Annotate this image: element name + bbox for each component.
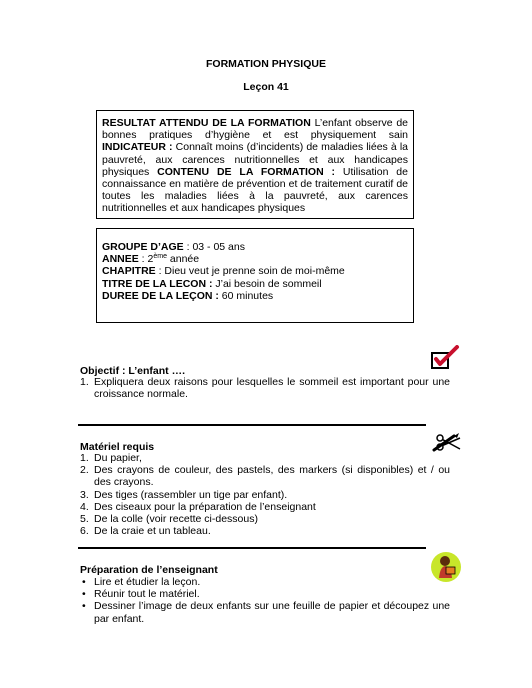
item-number: 3. [80, 488, 89, 501]
preparation-list [80, 576, 450, 625]
lesson-number: Leçon 41 [243, 81, 289, 93]
list-item [80, 588, 450, 600]
bullet-icon: • [82, 576, 86, 588]
list-item [80, 464, 450, 488]
item-number: 6. [80, 525, 89, 538]
objective-list [80, 376, 450, 400]
item-number: 2. [80, 464, 89, 477]
chapter-label: CHAPITRE [102, 265, 156, 278]
lesson-info-text [102, 241, 408, 302]
item-number: 1. [80, 452, 89, 464]
item-text: Lire et étudier la leçon. [94, 576, 201, 588]
page-title: FORMATION PHYSIQUE [206, 58, 326, 70]
lesson-info-box [96, 228, 414, 323]
indicator-label: INDICATEUR : [102, 141, 173, 154]
materials-heading: Matériel requis [80, 441, 155, 453]
item-number: 5. [80, 513, 89, 526]
objectives-text [102, 117, 408, 215]
age-group-line [102, 241, 408, 253]
item-text: Dessiner l’image de deux enfants sur une feuille de papier et découpez une par enfant. [94, 600, 450, 625]
item-text: Réunir tout le matériel. [94, 588, 200, 601]
item-number: 1. [80, 376, 89, 388]
indicator-text: Connaît moins (d’incidents) de maladies liées à la pauvreté, aux carences nutritionnelles et aux handicapes physiques [102, 141, 408, 178]
lesson-title-line [102, 278, 408, 290]
year-label: ANNEE [102, 253, 139, 266]
duration-line [102, 290, 408, 302]
bullet-icon: • [82, 588, 86, 601]
chapter-value: : Dieu veut je prenne soin de moi-même [155, 265, 345, 278]
result-label: RESULTAT ATTENDU DE LA FORMATION [102, 117, 311, 129]
item-text: Des ciseaux pour la préparation de l’enseignant [94, 500, 316, 513]
year-superscript: ème [153, 253, 167, 261]
materials-list [80, 452, 450, 537]
item-text: Des crayons de couleur, des pastels, des markers (si disponibles) et / ou des crayons. [94, 464, 450, 489]
chapter-line [102, 265, 408, 277]
year-suffix: année [166, 253, 200, 266]
list-item [80, 600, 450, 624]
checkbox-check-icon [430, 345, 460, 374]
item-text: De la craie et un tableau. [94, 525, 211, 538]
year-prefix: : 2 [138, 253, 154, 266]
age-group-label: GROUPE D’AGE [102, 241, 184, 253]
item-number: 4. [80, 500, 89, 513]
lesson-title-label: TITRE DE LA LECON : [102, 277, 213, 290]
age-group-value: : 03 - 05 ans [183, 241, 245, 253]
item-text: Du papier, [94, 452, 142, 464]
objective-heading: Objectif : L’enfant …. [80, 365, 186, 377]
section-divider [78, 547, 426, 549]
content-text: Utilisation de connaissance en matière de prévention et de traitement curatif de toutes les maladies liées à la pauvreté, aux carences nutritionnelles et aux handicapes physiques [102, 165, 408, 215]
item-text: De la colle (voir recette ci-dessous) [94, 513, 258, 526]
item-text: Des tiges (rassembler un tige par enfant). [94, 488, 288, 501]
list-item [80, 525, 450, 537]
list-item [80, 576, 450, 588]
preparation-heading: Préparation de l’enseignant [80, 564, 218, 576]
duration-label: DUREE DE LA LEÇON : [102, 289, 219, 302]
list-item [80, 452, 450, 464]
duration-value: 60 minutes [218, 289, 274, 302]
item-text: Expliquera deux raisons pour lesquelles le sommeil est important pour une croissance normale. [94, 376, 450, 401]
list-item [80, 501, 450, 513]
section-divider [78, 424, 426, 426]
list-item [80, 513, 450, 525]
result-text: L’enfant observe de bonnes pratiques d’hygiène et est physiquement sain [102, 117, 409, 142]
list-item [80, 489, 450, 501]
year-line [102, 253, 408, 265]
list-item [80, 376, 450, 400]
lesson-title-value: J’ai besoin de sommeil [212, 277, 322, 290]
objectives-box [96, 110, 414, 219]
content-label: CONTENU DE LA FORMATION : [157, 165, 336, 178]
bullet-icon: • [82, 600, 86, 613]
